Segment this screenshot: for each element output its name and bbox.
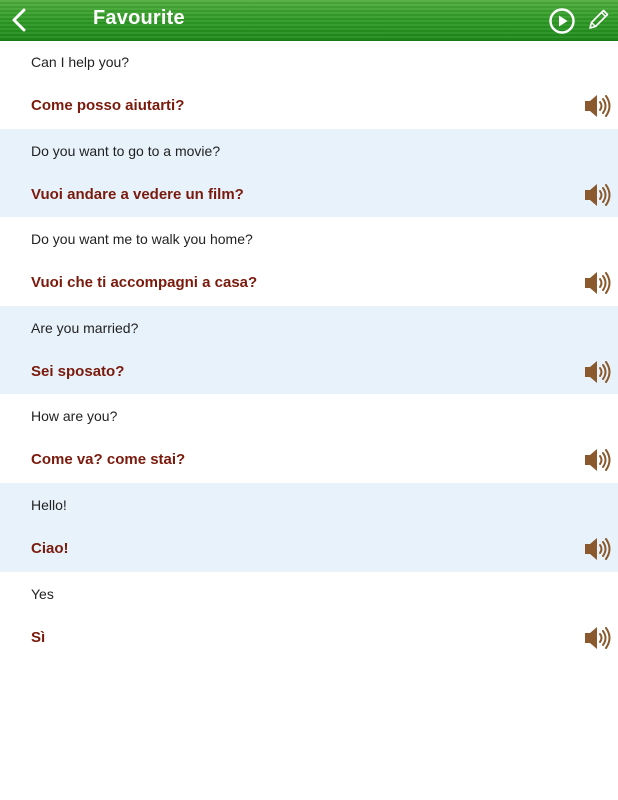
speaker-icon: [582, 270, 612, 296]
english-phrase: Can I help you?: [31, 54, 130, 70]
phrase-item[interactable]: [0, 483, 618, 572]
play-circle-icon: [548, 7, 576, 35]
italian-phrase: Sei sposato?: [31, 362, 125, 380]
phrase-item[interactable]: [0, 306, 618, 395]
speaker-icon: [582, 625, 612, 651]
chevron-left-icon: [6, 6, 34, 34]
italian-phrase: Sì: [31, 628, 46, 646]
play-audio-button[interactable]: [582, 182, 612, 208]
speaker-icon: [582, 182, 612, 208]
play-all-button[interactable]: [548, 7, 576, 35]
edit-button[interactable]: [584, 6, 612, 34]
phrase-item[interactable]: [0, 394, 618, 483]
speaker-icon: [582, 93, 612, 119]
italian-phrase: Come posso aiutarti?: [31, 97, 185, 114]
speaker-icon: [582, 359, 612, 385]
pencil-icon: [584, 6, 612, 34]
play-audio-button[interactable]: [582, 447, 612, 473]
play-audio-button[interactable]: [582, 536, 612, 562]
play-audio-button[interactable]: [582, 359, 612, 385]
italian-phrase: Ciao!: [31, 539, 69, 557]
english-phrase: Are you married?: [31, 319, 139, 336]
speaker-icon: [582, 447, 612, 473]
phrase-item[interactable]: [0, 40, 618, 129]
english-phrase: Do you want me to walk you home?: [31, 231, 253, 248]
italian-phrase: Come va? come stai?: [31, 451, 186, 469]
play-audio-button[interactable]: [582, 270, 612, 296]
play-audio-button[interactable]: [582, 93, 612, 119]
phrase-item[interactable]: [0, 129, 618, 218]
phrase-item[interactable]: [0, 572, 618, 661]
english-phrase: Yes: [31, 585, 54, 602]
play-audio-button[interactable]: [582, 625, 612, 651]
top-bar: [0, 0, 618, 40]
phrase-item[interactable]: [0, 217, 618, 306]
english-phrase: Hello!: [31, 496, 67, 513]
italian-phrase: Vuoi andare a vedere un film?: [31, 185, 244, 203]
english-phrase: How are you?: [31, 408, 118, 425]
phrase-list: [0, 40, 618, 660]
page-title: Favourite: [93, 7, 185, 29]
english-phrase: Do you want to go to a movie?: [31, 142, 221, 159]
italian-phrase: Vuoi che ti accompagni a casa?: [31, 274, 258, 292]
speaker-icon: [582, 536, 612, 562]
back-button[interactable]: [6, 6, 34, 34]
